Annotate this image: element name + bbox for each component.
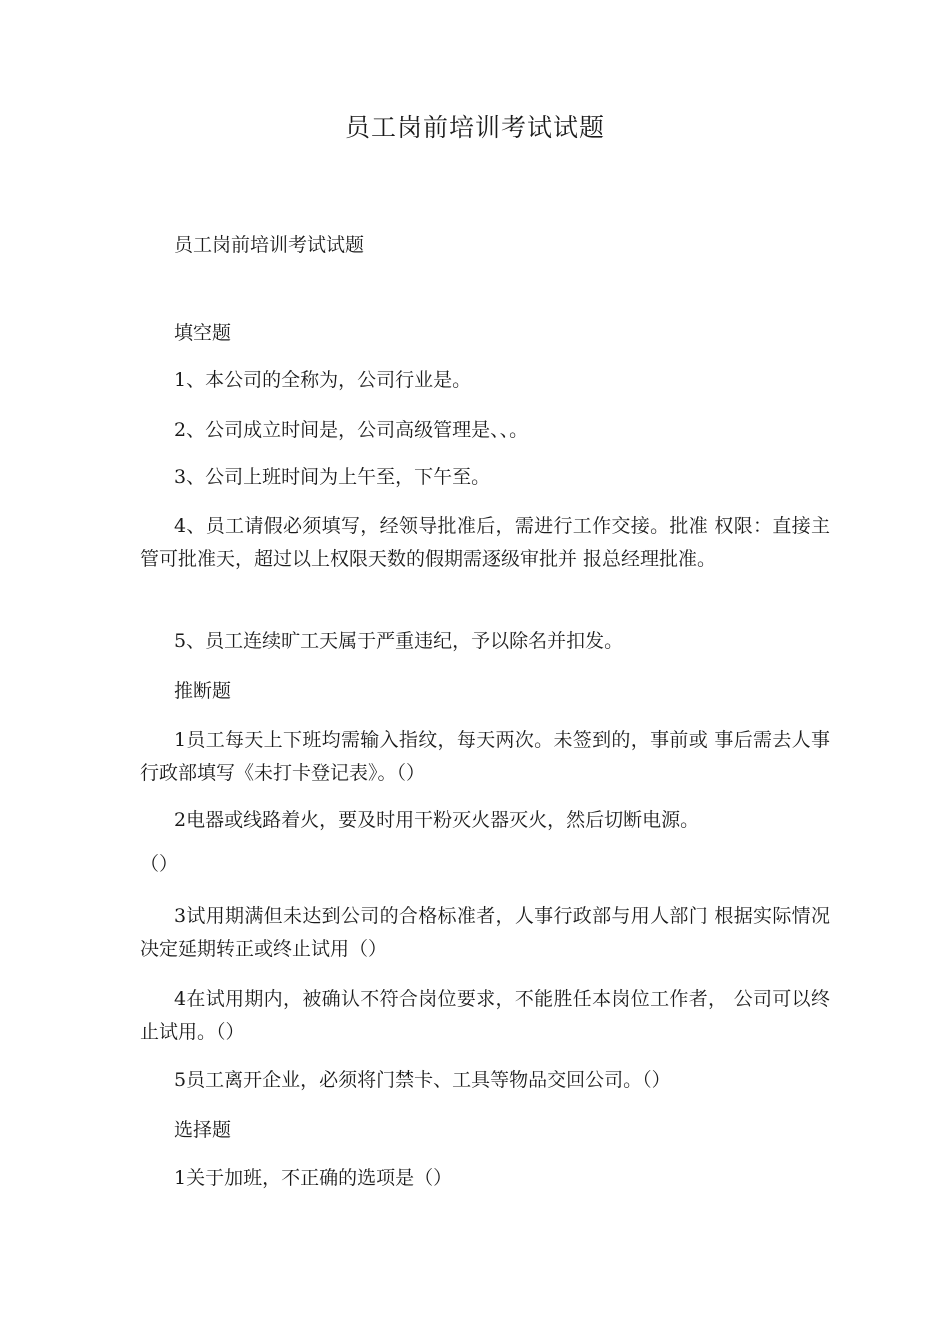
fill-blank-item: 5、员工连续旷工天属于严重违纪，予以除名并扣发。 <box>174 630 624 652</box>
fill-blank-item: 4、员工请假必须填写，经领导批准后，需进行工作交接。批准 权限：直接主管可批准天，超过以上权限天数的假期需逐级审批并 报总经理批准。 <box>140 515 830 570</box>
document-subtitle: 员工岗前培训考试试题 <box>174 234 365 256</box>
judgment-item: 5员工离开企业，必须将门禁卡、工具等物品交回公司。（） <box>174 1069 671 1091</box>
section-heading-judgment: 推断题 <box>174 680 232 702</box>
fill-blank-item: 3、公司上班时间为上午至，下午至。 <box>174 466 491 488</box>
judgment-item-blank: （） <box>140 853 179 875</box>
fill-blank-item: 1、本公司的全称为，公司行业是。 <box>174 369 472 391</box>
section-heading-fill-blank: 填空题 <box>174 322 232 344</box>
judgment-item: 3试用期满但未达到公司的合格标准者，人事行政部与用人部门 根据实际情况决定延期转正或终止试用（） <box>140 905 830 960</box>
judgment-item: 4在试用期内，被确认不符合岗位要求，不能胜任本岗位工作者， 公司可以终止试用。（） <box>140 988 830 1043</box>
fill-blank-item: 2、公司成立时间是，公司高级管理是、、。 <box>174 419 529 441</box>
judgment-item: 1员工每天上下班均需输入指纹，每天两次。未签到的，事前或 事后需去人事行政部填写《未打卡登记表》。（） <box>140 729 830 784</box>
choice-item: 1关于加班，不正确的选项是（） <box>174 1167 453 1189</box>
section-heading-choice: 选择题 <box>174 1119 232 1141</box>
judgment-item: 2电器或线路着火，要及时用干粉灭火器灭火，然后切断电源。 <box>174 809 700 831</box>
document-title: 员工岗前培训考试试题 <box>344 113 605 142</box>
